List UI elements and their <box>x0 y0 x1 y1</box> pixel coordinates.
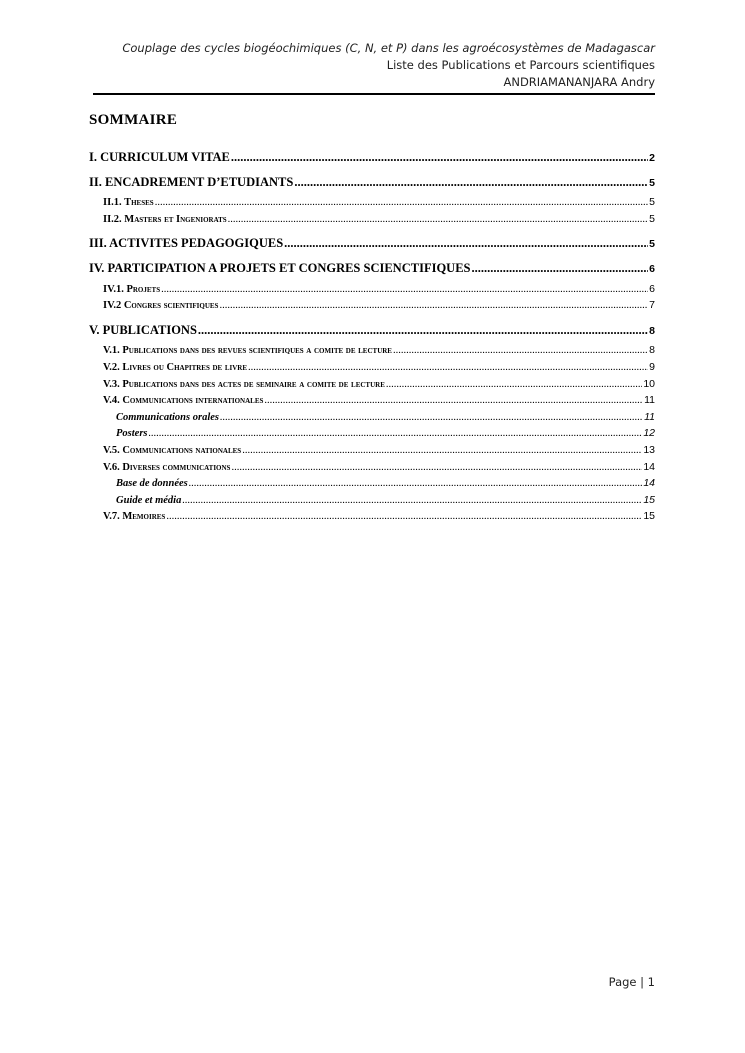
toc-entry-text: I. CURRICULUM VITAE <box>89 150 230 164</box>
toc-leader <box>294 170 648 195</box>
toc-entry-text: Posters <box>116 428 148 440</box>
toc-page-number: 11 <box>644 394 655 407</box>
toc-entry[interactable] <box>89 256 655 281</box>
toc-subentry[interactable] <box>89 508 655 525</box>
toc-entry-text: IV.1. Projets <box>103 283 161 295</box>
toc-leader <box>198 318 648 343</box>
toc-leader <box>231 145 648 170</box>
toc-entry-text: Base de données <box>116 478 188 490</box>
toc-entry-text: Guide et média <box>116 494 182 506</box>
toc-page-number: 15 <box>643 493 655 506</box>
toc-page-number: 5 <box>649 176 655 189</box>
toc-entry-text: II. ENCADREMENT D’ETUDIANTS <box>89 174 294 189</box>
header-author: ANDRIAMANANJARA Andry <box>503 75 655 89</box>
toc-leader <box>393 343 648 359</box>
toc-subentry[interactable] <box>89 359 655 376</box>
toc-subsubentry[interactable] <box>89 425 655 442</box>
toc-leader <box>182 493 642 509</box>
toc-subentry[interactable] <box>89 194 655 211</box>
header-document-title: Couplage des cycles biogéochimiques (C, N, et P) dans les agroécosystèmes de Madagascar <box>122 41 655 55</box>
toc-page-number: 8 <box>649 344 655 357</box>
toc-subentry[interactable] <box>89 281 655 298</box>
toc-subentry[interactable] <box>89 392 655 409</box>
toc-page-number: 7 <box>649 299 655 312</box>
toc-page-number: 14 <box>643 477 655 490</box>
toc-subentry[interactable] <box>89 342 655 359</box>
toc-leader <box>228 212 648 228</box>
page-footer: Page | 1 <box>608 975 655 989</box>
toc-leader <box>166 509 642 525</box>
toc-subsubentry[interactable] <box>89 409 655 426</box>
toc-entry-text: V.6. Diverses communications <box>103 461 231 473</box>
toc-page-number: 5 <box>649 196 655 209</box>
toc-leader <box>264 393 643 409</box>
page-title: SOMMAIRE <box>89 112 178 128</box>
toc-leader <box>155 195 648 211</box>
toc-leader <box>386 377 642 393</box>
toc-page-number: 5 <box>649 212 655 225</box>
toc-page-number: 5 <box>649 238 655 251</box>
toc-leader <box>231 460 642 476</box>
toc-entry-text: V.7. Memoires <box>103 511 166 523</box>
toc-page-number: 13 <box>643 443 655 456</box>
toc-page-number: 14 <box>643 460 655 473</box>
toc-entry-text: II.2. Masters et Ingeniorats <box>103 213 227 225</box>
toc-entry-text: IV. PARTICIPATION A PROJETS ET CONGRES SCIENCTIFIQUES <box>89 260 471 275</box>
toc-page-number: 6 <box>649 282 655 295</box>
toc-leader <box>219 298 648 314</box>
toc-entry-text: II.1. Theses <box>103 197 154 209</box>
toc-entry-text: V.1. Publications dans des revues scientifiques a comite de lecture <box>103 345 392 357</box>
table-of-contents <box>89 145 655 525</box>
toc-subentry[interactable] <box>89 376 655 393</box>
toc-entry-text: V. PUBLICATIONS <box>89 322 197 337</box>
toc-subentry[interactable] <box>89 297 655 314</box>
toc-page-number: 12 <box>643 427 655 440</box>
toc-leader <box>242 443 642 459</box>
toc-entry[interactable] <box>89 231 655 256</box>
page-header <box>122 40 655 91</box>
toc-subentry[interactable] <box>89 459 655 476</box>
toc-page-number: 8 <box>649 324 655 337</box>
toc-entry-text: V.4. Communications internationales <box>103 395 264 407</box>
toc-leader <box>189 476 643 492</box>
toc-subentry[interactable] <box>89 211 655 228</box>
toc-page-number: 9 <box>649 360 655 373</box>
toc-leader <box>471 256 648 281</box>
toc-entry-text: V.2. Livres ou Chapitres de livre <box>103 361 248 373</box>
toc-entry[interactable] <box>89 170 655 195</box>
toc-entry-text: V.5. Communications nationales <box>103 444 242 456</box>
header-subtitle: Liste des Publications et Parcours scientifiques <box>386 58 655 72</box>
toc-page-number: 2 <box>649 152 655 164</box>
header-rule <box>93 93 655 95</box>
toc-page-number: 11 <box>644 410 655 423</box>
toc-leader <box>248 360 648 376</box>
toc-subentry[interactable] <box>89 442 655 459</box>
toc-entry[interactable] <box>89 145 655 170</box>
toc-subsubentry[interactable] <box>89 492 655 509</box>
toc-leader <box>220 410 643 426</box>
toc-subsubentry[interactable] <box>89 475 655 492</box>
toc-leader <box>284 231 648 256</box>
toc-entry-text: V.3. Publications dans des actes de seminaire a comite de lecture <box>103 378 385 390</box>
toc-entry-text: IV.2 Congres scientifiques <box>103 300 219 312</box>
toc-page-number: 15 <box>643 510 655 523</box>
toc-entry-text: Communications orales <box>116 411 219 423</box>
toc-entry[interactable] <box>89 318 655 343</box>
toc-leader <box>149 426 643 442</box>
toc-entry-text: III. ACTIVITES PEDAGOGIQUES <box>89 236 284 251</box>
toc-page-number: 6 <box>649 262 655 275</box>
toc-leader <box>161 282 648 298</box>
toc-page-number: 10 <box>643 377 655 390</box>
